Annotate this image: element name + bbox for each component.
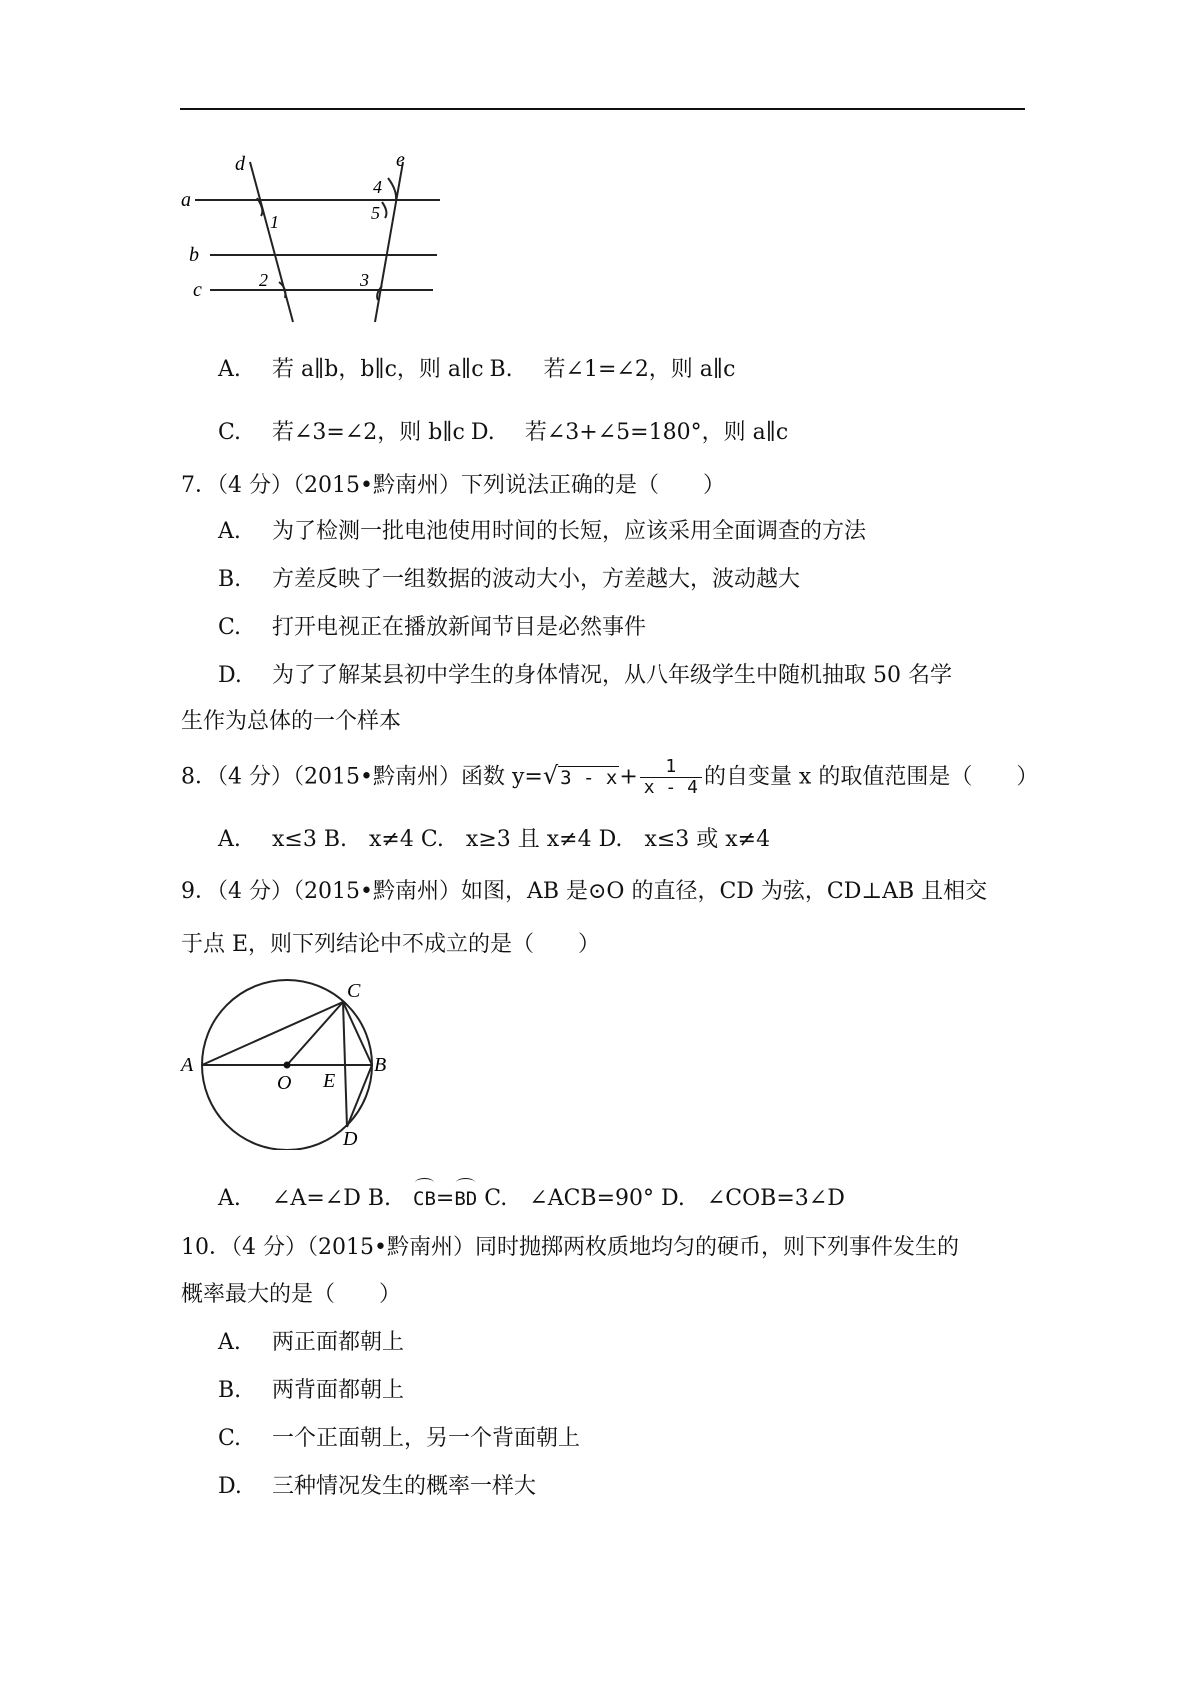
label-2: 2 [259,270,268,290]
q6-option-c-text: 若∠3=∠2，则 b∥c [272,420,465,445]
label-c: c [193,279,202,301]
circle-label-D: D [343,1128,358,1150]
q9-option-b-label: B. [367,1186,391,1211]
label-1: 1 [270,212,279,232]
q9-arc-cb: CB [413,1180,436,1214]
q10-option-a [218,1328,404,1358]
q7-option-b [218,565,800,595]
q10-option-b [218,1376,404,1406]
q8-stem [181,757,1038,798]
circle-label-O: O [277,1072,292,1094]
q9-option-c-text: ∠ACB=90° [529,1186,655,1211]
q8-option-d-label: D. [598,827,623,852]
q7-option-a-label: A. [218,519,241,544]
q8-sqrt-radicand: 3 - x [560,766,618,789]
circle-label-A: A [181,1054,194,1076]
q6-option-a-label: A. [218,357,241,382]
q7-stem: 7．（4 分）（2015•黔南州）下列说法正确的是（ ） [181,473,725,498]
q8-option-b-text: x≠4 [369,827,414,852]
q8-stem-post: 的自变量 x 的取值范围是（ ） [703,764,1039,790]
q10-option-b-label: B. [218,1378,242,1403]
label-4: 4 [373,177,382,197]
q7-option-c [218,613,646,643]
q9-options [218,1180,845,1214]
q7-option-a [218,517,866,547]
q6-option-a-text: 若 a∥b，b∥c，则 a∥c [272,357,484,382]
q8-stem-pre: 8．（4 分）（2015•黔南州）函数 y= [181,764,543,790]
q9-arc-bd: BD [454,1180,477,1214]
q7-option-d-label: D. [218,663,242,688]
q6-option-row-1 [218,355,735,385]
q6-option-d-label: D. [470,420,495,445]
q10-option-a-label: A. [218,1330,241,1355]
circle-figure [175,975,400,1150]
q6-option-b-text: 若∠1=∠2，则 a∥c [543,357,736,382]
q8-plus: + [619,764,638,790]
q8-option-c-text: x≥3 且 x≠4 [465,827,592,852]
q10-option-c-text: 一个正面朝上，另一个背面朝上 [272,1426,581,1451]
q10-option-d-text: 三种情况发生的概率一样大 [272,1474,537,1499]
q9-option-d-text: ∠COB=3∠D [706,1186,845,1211]
q9-option-a-text: ∠A=∠D [272,1186,361,1211]
q10-option-c-label: C. [218,1426,242,1451]
q8-option-b-label: B. [323,827,348,852]
q7-option-b-label: B. [218,567,242,592]
sqrt-symbol: √ [542,761,559,790]
q7-option-d-text: 为了了解某县初中学生的身体情况，从八年级学生中随机抽取 50 名学 [272,663,952,688]
q10-option-a-text: 两正面都朝上 [272,1330,405,1355]
q10-option-b-text: 两背面都朝上 [272,1378,405,1403]
q6-option-d-text: 若∠3+∠5=180°，则 a∥c [524,420,789,445]
label-b: b [189,244,199,266]
q9-option-c-label: C. [484,1186,508,1211]
q8-option-a-label: A. [218,827,241,852]
q7-option-c-text: 打开电视正在播放新闻节目是必然事件 [272,615,647,640]
q10-stem-line-1: 10．（4 分）（2015•黔南州）同时抛掷两枚质地均匀的硬币，则下列事件发生的 [181,1235,959,1260]
q9-stem-line-2: 于点 E，则下列结论中不成立的是（ ） [181,932,601,957]
q8-option-c-label: C. [420,827,444,852]
parallel-lines-figure [175,150,455,330]
q7-option-d [218,661,952,691]
q9-stem-line-1: 9．（4 分）（2015•黔南州）如图，AB 是⊙O 的直径，CD 为弦，CD⊥AB 且相交 [181,879,988,904]
q8-fraction [640,757,702,798]
q6-option-row-2 [218,418,788,448]
header-rule [180,108,1025,110]
q10-option-d-label: D. [218,1474,242,1499]
q7-option-c-label: C. [218,615,242,640]
q8-fraction-numerator: 1 [640,757,702,778]
label-a: a [181,189,191,211]
q10-option-d [218,1472,536,1502]
q7-option-a-text: 为了检测一批电池使用时间的长短，应该采用全面调查的方法 [272,519,867,544]
q10-option-c [218,1424,580,1454]
q6-option-c-label: C. [218,420,242,445]
q9-option-a-label: A. [218,1186,241,1211]
circle-label-E: E [323,1070,336,1092]
q9-option-d-label: D. [661,1186,685,1211]
label-5: 5 [371,203,380,223]
circle-label-B: B [374,1054,387,1076]
label-3: 3 [360,270,369,290]
label-d: d [235,153,245,175]
q8-options [218,825,770,855]
circle-label-C: C [347,980,361,1002]
q6-option-b-label: B. [489,357,513,382]
q10-stem-line-2: 概率最大的是（ ） [181,1282,402,1307]
q7-option-d-continued: 生作为总体的一个样本 [181,709,402,734]
q7-option-b-text: 方差反映了一组数据的波动大小，方差越大，波动越大 [272,567,801,592]
q8-fraction-denominator: x - 4 [643,777,698,798]
label-e: e [396,150,405,171]
q8-option-d-text: x≤3 或 x≠4 [644,827,771,852]
q9-option-b-eq: = [435,1186,455,1211]
q8-option-a-text: x≤3 [272,827,317,852]
